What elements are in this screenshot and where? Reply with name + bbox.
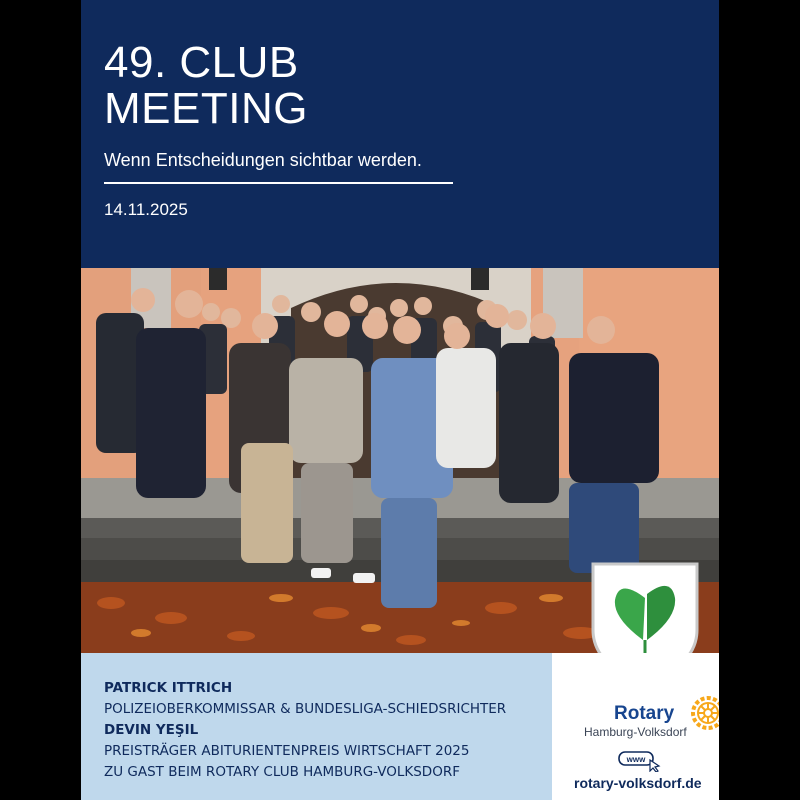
title-line-2: MEETING xyxy=(104,84,308,133)
www-icon-label: www xyxy=(626,755,646,764)
guest-note: ZU GAST BEIM ROTARY CLUB HAMBURG-VOLKSDORF xyxy=(104,764,460,780)
guest-role-1: POLIZEIOBERKOMMISSAR & BUNDESLIGA-SCHIEDSRICHTER xyxy=(104,701,507,717)
www-cursor-icon xyxy=(618,750,662,772)
subtitle: Wenn Entscheidungen sichtbar werden. xyxy=(104,150,422,170)
poster xyxy=(81,0,719,800)
meeting-date: 14.11.2025 xyxy=(104,200,188,219)
guest-name-1: PATRICK ITTRICH xyxy=(104,680,233,696)
divider xyxy=(104,182,453,184)
branding-panel xyxy=(552,653,719,800)
header-panel xyxy=(81,0,719,268)
rotary-wordmark: Rotary xyxy=(614,703,675,724)
guest-panel xyxy=(81,653,552,800)
page-title xyxy=(104,40,308,132)
guest-role-2: PREISTRÄGER ABITURIENTENPREIS WIRTSCHAFT 2025 xyxy=(104,743,470,759)
title-line-1: 49. CLUB xyxy=(104,38,299,87)
rotary-wheel-icon xyxy=(690,695,719,731)
website-link[interactable]: rotary-volksdorf.de xyxy=(574,775,702,791)
club-name: Hamburg-Volksdorf xyxy=(584,725,687,739)
guest-name-2: DEVIN YEŞIL xyxy=(104,722,199,738)
